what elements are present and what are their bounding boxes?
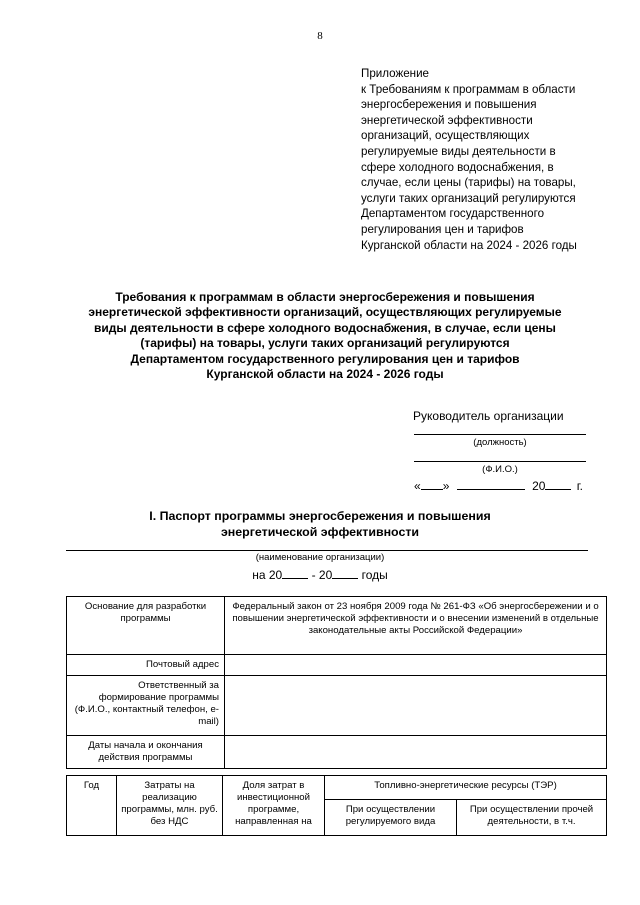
appendix-line: энергетической эффективности <box>361 113 533 127</box>
costs-table <box>66 775 607 836</box>
page-number: 8 <box>317 30 323 42</box>
quote-close: » <box>442 479 450 493</box>
name-line <box>414 461 586 462</box>
appendix-line: регулируемые виды деятельности в <box>361 144 556 158</box>
title-line: (тарифы) на товары, услуги таких организаций регулируются <box>140 336 510 351</box>
appendix-line: организаций, осуществляющих <box>361 129 530 143</box>
table-row <box>67 655 607 676</box>
fer-header: Топливно-энергетические ресурсы (ТЭР) <box>325 776 607 800</box>
day-blank <box>421 477 443 490</box>
position-caption: (должность) <box>473 437 527 448</box>
title-line: Департаментом государственного регулирования цен и тарифов <box>130 351 520 366</box>
appendix-line: к Требованиям к программам в области <box>361 82 576 96</box>
basis-label: Основание для разработки программы <box>67 597 225 655</box>
title-line: Курганской области на 2024 - 2026 годы <box>206 367 444 382</box>
postal-address-label: Почтовый адрес <box>67 655 225 676</box>
appendix-line: Департаментом государственного <box>361 207 545 221</box>
section-title <box>100 508 540 540</box>
title-line: виды деятельности в сфере холодного водоснабжения, в случае, если цены <box>94 320 556 335</box>
program-years <box>0 566 640 582</box>
month-blank <box>457 477 525 490</box>
years-dash: - 20 <box>311 568 333 582</box>
year-prefix: 20 <box>532 479 546 493</box>
appendix-line: сфере холодного водоснабжения, в <box>361 160 554 174</box>
passport-table <box>66 596 607 769</box>
years-prefix: на 20 <box>252 568 283 582</box>
year-header: Год <box>67 776 117 836</box>
appendix-line: энергосбережения и повышения <box>361 98 537 112</box>
signature-date <box>414 477 583 493</box>
head-of-organization-label: Руководитель организации <box>413 409 564 423</box>
start-year-blank <box>282 566 308 579</box>
investment-share-header: Доля затрат в инвестиционной программе, направленная на <box>223 776 325 836</box>
table-row <box>67 736 607 769</box>
basis-value: Федеральный закон от 23 ноября 2009 года № 261-ФЗ «Об энергосбережении и о повышении энергетической эффективности и о внесении изменений в отдельные законодательные акты Российской Федерации» <box>225 597 607 655</box>
section-title-line: энергетической эффективности <box>220 525 420 539</box>
table-row <box>67 676 607 736</box>
appendix-line: регулирования цен и тарифов <box>361 222 524 236</box>
end-year-blank <box>332 566 358 579</box>
years-suffix: годы <box>361 568 388 582</box>
title-line: энергетической эффективности организаций, осуществляющих регулируемые <box>88 305 562 320</box>
year-blank <box>545 477 571 490</box>
document-title <box>60 290 590 382</box>
regulated-activity-header: При осуществлении регулируемого вида <box>325 800 457 836</box>
organization-name-line <box>66 550 588 551</box>
appendix-line: Курганской области на 2024 - 2026 годы <box>361 238 577 252</box>
name-caption: (Ф.И.О.) <box>482 464 518 475</box>
responsible-person-label: Ответственный за формирование программы (Ф.И.О., контактный телефон, e-mail) <box>67 676 225 736</box>
appendix-line: услуги таких организаций регулируются <box>361 191 576 205</box>
other-activity-header: При осуществлении прочей деятельности, в т.ч. <box>457 800 607 836</box>
table-row <box>67 597 607 655</box>
responsible-person-value[interactable] <box>225 676 607 736</box>
section-title-line: I. Паспорт программы энергосбережения и повышения <box>149 509 491 523</box>
appendix-block <box>361 66 611 253</box>
year-suffix: г. <box>576 479 584 493</box>
program-dates-label: Даты начала и окончания действия программы <box>67 736 225 769</box>
organization-name-caption: (наименование организации) <box>255 552 385 563</box>
program-dates-value[interactable] <box>225 736 607 769</box>
appendix-line: случае, если цены (тарифы) на товары, <box>361 176 576 190</box>
costs-header: Затраты на реализацию программы, млн. руб. без НДС <box>117 776 223 836</box>
table-row <box>67 776 607 800</box>
postal-address-value[interactable] <box>225 655 607 676</box>
appendix-line: Приложение <box>361 67 430 80</box>
position-line <box>414 434 586 435</box>
quote-open: « <box>414 479 421 493</box>
title-line: Требования к программам в области энергосбережения и повышения <box>115 290 535 304</box>
